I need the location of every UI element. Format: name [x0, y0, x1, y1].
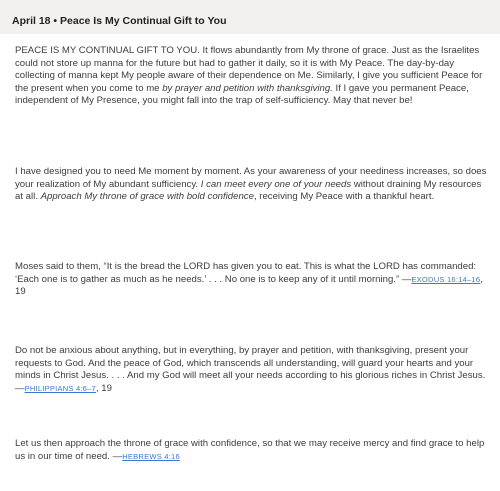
- paragraph-emphasis: Approach My throne of grace with bold confidence: [40, 191, 254, 203]
- page-title: April 18 • Peace Is My Continual Gift to You: [12, 15, 227, 27]
- paragraph-text: PEACE IS MY CONTINUAL GIFT TO YOU. It flows abundantly from My throne of grace. Just as the Israelites could not store up manna for the future but had to gather it daily, so it is with My Peace. The day-by-day collecting of manna kept My people aware of their dependence on Me. Similarly, I give you sufficient Peace for the present when you come to me: [15, 45, 483, 94]
- devotional-entry: [0, 34, 500, 491]
- devotional-paragraph-1: [15, 45, 490, 108]
- scripture-exodus: [15, 261, 490, 299]
- paragraph-text: I have designed you to need Me moment by moment. As your awareness of your neediness increases, so does your realization of My abundant sufficiency.: [15, 166, 487, 190]
- scripture-hebrews: [15, 438, 490, 463]
- scripture-verse-tail: , 19: [15, 273, 483, 298]
- paragraph-emphasis: I can meet every one of your needs: [200, 178, 352, 190]
- scripture-link-hebrews[interactable]: HEBREWS 4:16: [122, 451, 180, 461]
- scripture-text: Moses said to them, “It is the bread the LORD has given you to eat. This is what the LORD has commanded: ‘Each one is to gather as much as he needs.’ . . . No one is to keep any of it until morning.” —: [15, 261, 477, 285]
- scripture-text: Let us then approach the throne of grace with confidence, so that we may receive mercy and find grace to help us in our time of need. —: [15, 438, 485, 462]
- paragraph-text: without draining My resources at all.: [15, 178, 482, 203]
- scripture-philippians: [15, 345, 490, 395]
- scripture-text: Do not be anxious about anything, but in everything, by prayer and petition, with thanksgiving, present your requests to God. And the peace of God, which transcends all understanding, will guard your hearts and your minds in Christ Jesus. . . . And my God will meet all your needs according to his glorious riches in Christ Jesus. —: [15, 345, 486, 394]
- scripture-link-philippians[interactable]: PHILIPPIANS 4:6–7: [24, 383, 96, 393]
- paragraph-text: If I gave you permanent Peace, independent of My Presence, you might fall into the trap of self-sufficiency. May that never be!: [15, 82, 469, 107]
- paragraph-emphasis: by prayer and petition with thanksgiving.: [162, 82, 333, 94]
- scripture-verse-tail: , 19: [95, 382, 112, 394]
- scripture-link-exodus[interactable]: EXODUS 16:14–16: [411, 274, 481, 284]
- devotional-paragraph-2: [15, 166, 490, 204]
- paragraph-text: , receiving My Peace with a thankful heart.: [253, 191, 435, 203]
